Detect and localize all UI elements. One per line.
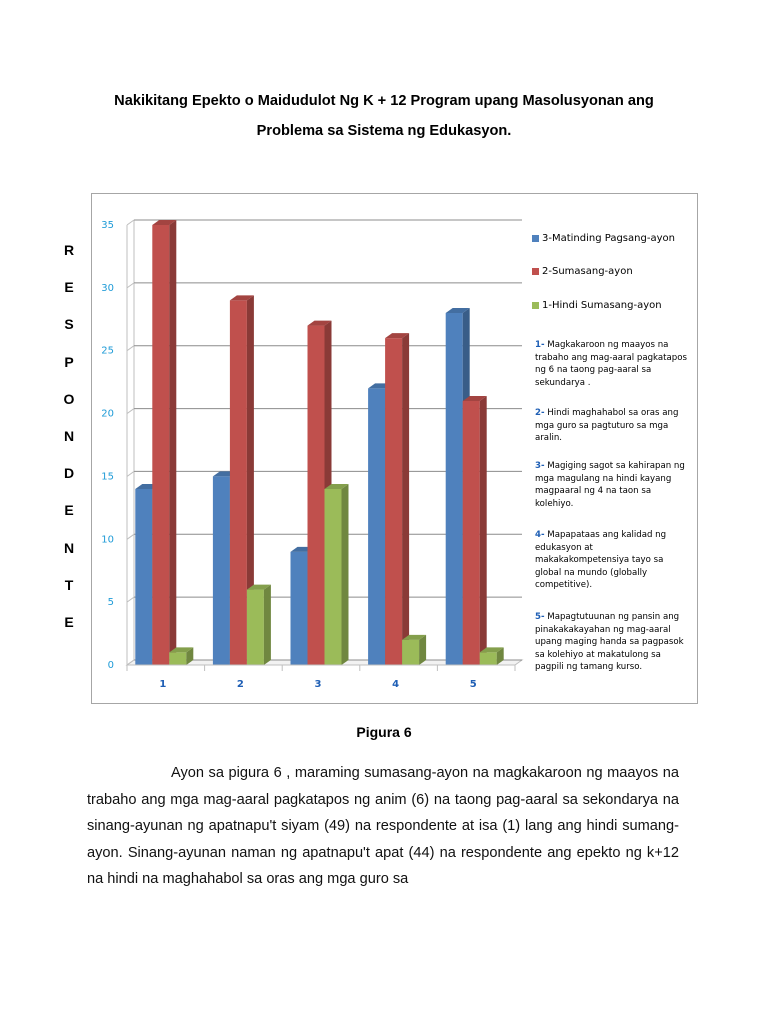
legend-entry-series-1: [532, 233, 675, 244]
y-label-letter: T: [64, 576, 74, 593]
y-label-letter: R: [63, 242, 75, 258]
note-text: Mapapataas ang kalidad ng edukasyon at makakakompetensiya tayo sa global na mundo (globally competitive).: [535, 530, 667, 591]
y-label-letter: N: [63, 427, 75, 444]
gridline-depth: [127, 283, 134, 288]
y-label-letter: S: [64, 316, 74, 333]
legend-label: 3-Matinding Pagsang-ayon: [542, 233, 675, 244]
gridline-depth: [127, 220, 134, 225]
legend-note-4: [535, 529, 687, 592]
y-tick-label: 0: [107, 660, 114, 671]
legend-note-2: [535, 407, 687, 445]
bar: [291, 552, 308, 665]
y-tick-label: 35: [101, 220, 114, 231]
gridline-depth: [127, 597, 134, 602]
legend-note-3: [535, 460, 687, 510]
gridline-depth: [127, 534, 134, 539]
title-line-2: Problema sa Sistema ng Edukasyon.: [256, 123, 512, 139]
legend-label: 1-Hindi Sumasang-ayon: [542, 300, 662, 311]
legend-entry-series-3: [532, 300, 662, 311]
note-text: Mapagtutuunan ng pansin ang pinakakakayahan ng mag-aaral upang maging handa sa pagpasok sa kolehiyo at makatulong sa pagpili ng tamang kurso.: [535, 612, 684, 673]
y-label-letter: O: [63, 390, 75, 407]
gridline-depth: [127, 471, 134, 476]
note-number: 2-: [535, 408, 545, 418]
y-axis-vertical-label: [58, 240, 80, 649]
y-label-letter: E: [64, 502, 74, 519]
legend-note-5: [535, 611, 687, 674]
y-label-letter: D: [63, 465, 75, 482]
note-number: 5-: [535, 612, 545, 622]
y-label-letter: P: [64, 353, 74, 370]
paragraph-text: Ayon sa pigura 6 , maraming sumasang-ayon na magkakaroon ng maayos na trabaho ang mga mag-aaral pagkatapos ng anim (6) na taong pag-aaral sa sekondarya na sinang-ayunan ng apatnapu't siyam (49) na respondente at isa (1) lang ang hindi sumang-ayon. Sinang-ayunan naman ng apatnapu't apat (44) na respondente ang epekto ng k+12 na hindi na maghahabol sa oras ang mga guro sa: [87, 765, 679, 887]
bar-side: [419, 635, 426, 665]
legend-entry-series-2: [532, 266, 633, 277]
y-tick-label: 30: [101, 282, 114, 294]
bar: [308, 326, 325, 665]
legend-swatch-green: [532, 302, 539, 309]
note-text: Magkakaroon ng maayos na trabaho ang mag-aaral pagkatapos ng 6 na taong pag-aaral sa sekundarya .: [535, 340, 687, 388]
y-tick-label: 5: [107, 597, 114, 609]
figure-caption: Pigura 6: [356, 724, 412, 740]
bar-side: [342, 484, 349, 665]
legend-note-1: [535, 339, 687, 389]
y-tick-label: 20: [101, 408, 114, 420]
bar: [169, 652, 186, 665]
bar: [463, 401, 480, 665]
note-number: 3-: [535, 461, 545, 471]
bar: [152, 225, 169, 665]
y-tick-label: 15: [101, 471, 114, 483]
gridline-depth: [127, 409, 134, 414]
bar: [402, 640, 419, 665]
legend-swatch-blue: [532, 235, 539, 242]
y-label-letter: N: [63, 539, 75, 556]
bar-side: [264, 585, 271, 665]
bar: [480, 652, 497, 665]
bar: [368, 388, 385, 665]
title-line-1: Nakikitang Epekto o Maidudulot Ng K + 12 Program upang Masolusyonan ang: [114, 93, 654, 109]
legend-label: 2-Sumasang-ayon: [542, 266, 633, 277]
note-text: Hindi maghahabol sa oras ang mga guro sa pagtuturo sa mga aralin.: [535, 408, 679, 444]
note-text: Magiging sagot sa kahirapan ng mga magulang na hindi kayang magpaaral ng 4 na taon sa kolehiyo.: [535, 461, 685, 509]
legend-swatch-red: [532, 268, 539, 275]
chart-page-title: [60, 86, 708, 146]
bar: [446, 313, 463, 665]
y-tick-label: 10: [101, 534, 114, 546]
bar: [247, 590, 264, 665]
y-label-letter: E: [64, 279, 74, 296]
body-paragraph: [87, 760, 679, 893]
y-label-letter: E: [64, 613, 74, 630]
bar: [325, 489, 342, 665]
bar-side: [402, 333, 409, 665]
bar: [213, 476, 230, 665]
x-tick-label: 3: [314, 679, 322, 690]
note-number: 1-: [535, 340, 545, 350]
gridline-depth: [127, 346, 134, 351]
x-tick-label: 4: [392, 679, 400, 690]
y-tick-label: 25: [101, 345, 114, 357]
bar: [230, 300, 247, 665]
bar: [385, 338, 402, 665]
bar: [135, 489, 152, 665]
note-number: 4-: [535, 530, 545, 540]
x-tick-label: 1: [159, 679, 167, 690]
x-tick-label: 5: [469, 679, 477, 690]
bar-side: [480, 396, 487, 665]
x-tick-label: 2: [236, 679, 244, 690]
bar-side: [169, 220, 176, 665]
